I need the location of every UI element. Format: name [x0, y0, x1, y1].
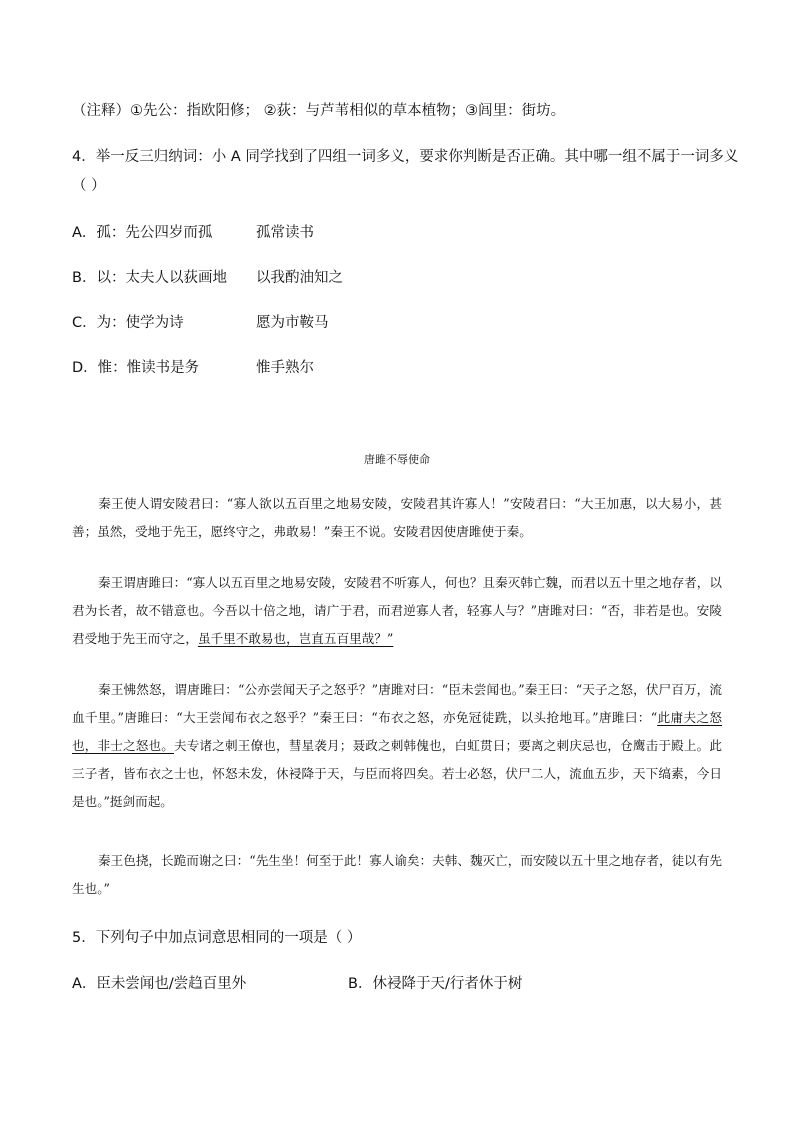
- q4-option-b-second: 以我酌油知之: [256, 270, 343, 286]
- passage-paragraph-3-text-a: 秦王怫然怒，谓唐雎曰：“公亦尝闻天子之怒乎？”唐雎对曰：“臣未尝闻也。”秦王曰：“天子之怒，伏尸百万，流血千里。”唐雎曰：“大王尝闻布衣之怒乎？”秦王曰：“布衣之怒，亦免冠徒跣，以头抢地耳。”唐雎曰：“: [72, 682, 722, 725]
- question-4-paren: （ ）: [72, 178, 106, 194]
- q5-option-b: B．休祲降于天/行者休于树: [348, 976, 523, 992]
- passage-paragraph-3: [72, 676, 722, 816]
- q4-option-d: [72, 358, 672, 378]
- q4-option-d-second: 惟手熟尔: [256, 360, 314, 376]
- q4-option-a-second: 孤常读书: [256, 225, 314, 241]
- passage-paragraph-2-text: 秦王谓唐雎曰：“寡人以五百里之地易安陵，安陵君不听寡人，何也？且秦灭韩亡魏，而君以五十里之地存者，以君为长者，故不错意也。今吾以十倍之地，请广于君，而君逆寡人者，轻寡人与？”唐雎对曰：“否，非若是也。安陵君受地于先王而守之，: [72, 575, 722, 646]
- passage-paragraph-4-text: 秦王色挠，长跪而谢之曰：“先生坐！何至于此！寡人谕矣：夫韩、魏灭亡，而安陵以五十里之地存者，徒以有先生也。”: [72, 853, 722, 896]
- q5-option-a: A．臣未尝闻也/尝趋百里外: [72, 976, 247, 992]
- question-4-stem: 4．举一反三归纳词：小 A 同学找到了四组一词多义，要求你判断是否正确。其中哪一组不属于一词多义: [72, 149, 739, 165]
- passage-paragraph-2: [72, 569, 722, 653]
- question-5-stem: 5．下列句子中加点词意思相同的一项是（ ）: [72, 930, 362, 946]
- passage-underlined-sentence-1: 虽千里不敢易也，岂直五百里哉？”: [197, 631, 394, 646]
- q4-option-b: [72, 268, 672, 288]
- q4-option-d-label: D．惟：惟读书是务: [72, 360, 200, 376]
- q4-option-c-label: C．为：使学为诗: [72, 315, 184, 331]
- passage-underlined-sentence-2: 此庸夫之怒也，非士之怒也。: [72, 710, 723, 753]
- q5-options: [72, 974, 672, 994]
- passage-paragraph-1: [72, 490, 722, 546]
- passage-paragraph-4: [72, 847, 722, 903]
- q4-option-a-label: A．孤：先公四岁而孤: [72, 225, 213, 241]
- passage-title: 唐雎不辱使命: [364, 453, 430, 466]
- q4-option-b-label: B．以：太夫人以荻画地: [72, 270, 227, 286]
- q4-option-a: [72, 223, 672, 243]
- annotation-note: （注释）①先公：指欧阳修； ②荻：与芦苇相似的草本植物；③闾里：街坊。: [72, 103, 566, 119]
- passage-paragraph-3-text-b: 夫专诸之刺王僚也，彗星袭月；聂政之刺韩傀也，白虹贯日；要离之刺庆忌也，仓鹰击于殿上。此三子者，皆布衣之士也，怀怒未发，休祲降于天，与臣而将四矣。若士必怒，伏尸二人，流血五步，天下缟素，今日是也。”挺剑而起。: [72, 738, 723, 809]
- q4-option-c-second: 愿为市鞍马: [256, 315, 329, 331]
- q4-option-c: [72, 313, 672, 333]
- passage-paragraph-1-text: 秦王使人谓安陵君曰：“寡人欲以五百里之地易安陵，安陵君其许寡人！”安陵君曰：“大王加惠，以大易小，甚善；虽然，受地于先王，愿终守之，弗敢易！”秦王不说。安陵君因使唐雎使于秦。: [72, 496, 722, 539]
